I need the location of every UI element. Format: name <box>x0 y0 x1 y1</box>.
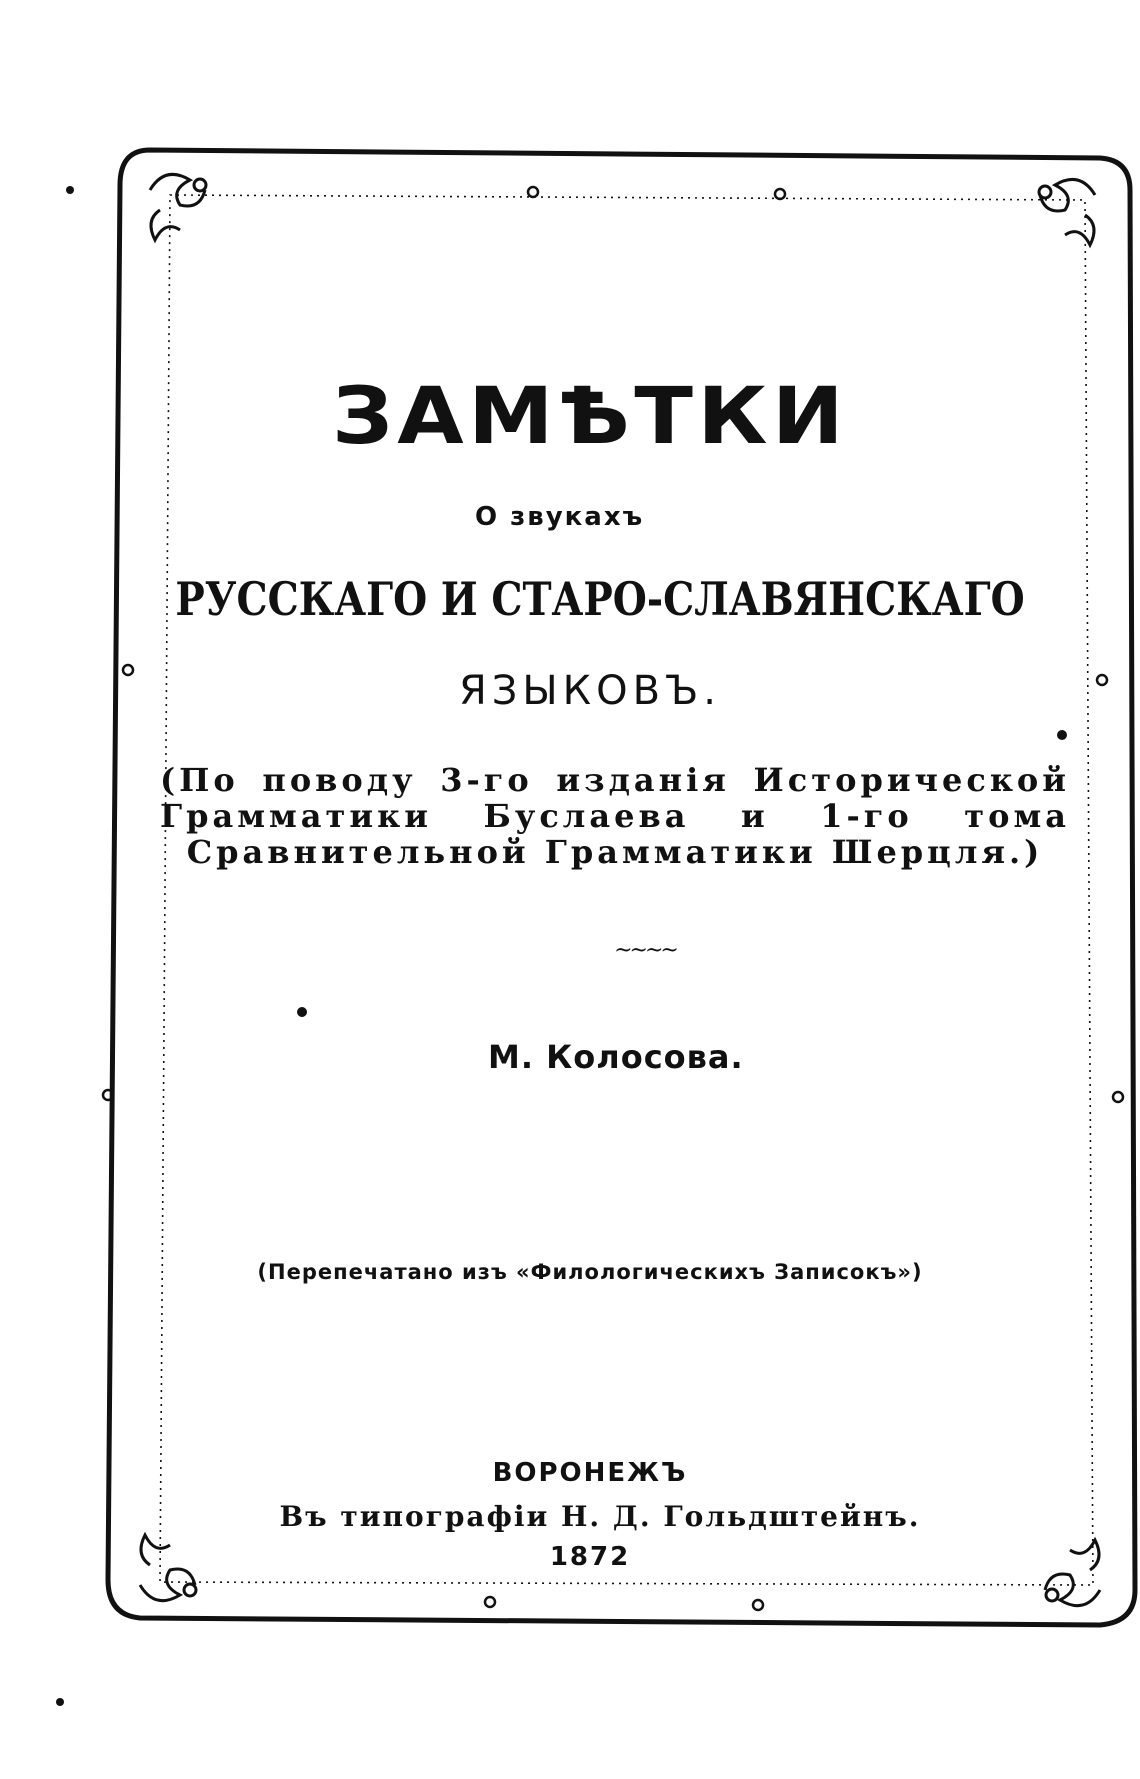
imprint-year: 1872 <box>549 1542 631 1572</box>
reprint-note: (Перепечатано изъ «Филологическихъ Записокъ») <box>257 1260 923 1284</box>
author-name: М. Колосова. <box>488 1038 744 1076</box>
subtitle-language-word: ЯЗЫКОВЪ. <box>458 668 722 714</box>
tilde-divider: ~~~~ <box>614 938 676 963</box>
corner-ornament-icon <box>150 174 206 240</box>
subtitle-languages: РУССКАГО И СТАРО-СЛАВЯНСКАГО <box>175 572 1025 626</box>
book-title: ЗАМѢТКИ <box>331 372 849 462</box>
imprint-press: Въ типографіи Н. Д. Гольдштейнъ. <box>279 1500 921 1533</box>
imprint-city: ВОРОНЕЖЪ <box>492 1458 688 1488</box>
corner-ornament-icon <box>1039 179 1095 245</box>
occasion-note: (По поводу 3-го изданія Исторической Грамматики Буслаева и 1-го тома Сравнительной Грамматики Шерцля.) <box>160 761 1070 871</box>
corner-ornament-icon <box>1045 1540 1100 1606</box>
subtitle-topic: О звукахъ <box>475 502 645 532</box>
